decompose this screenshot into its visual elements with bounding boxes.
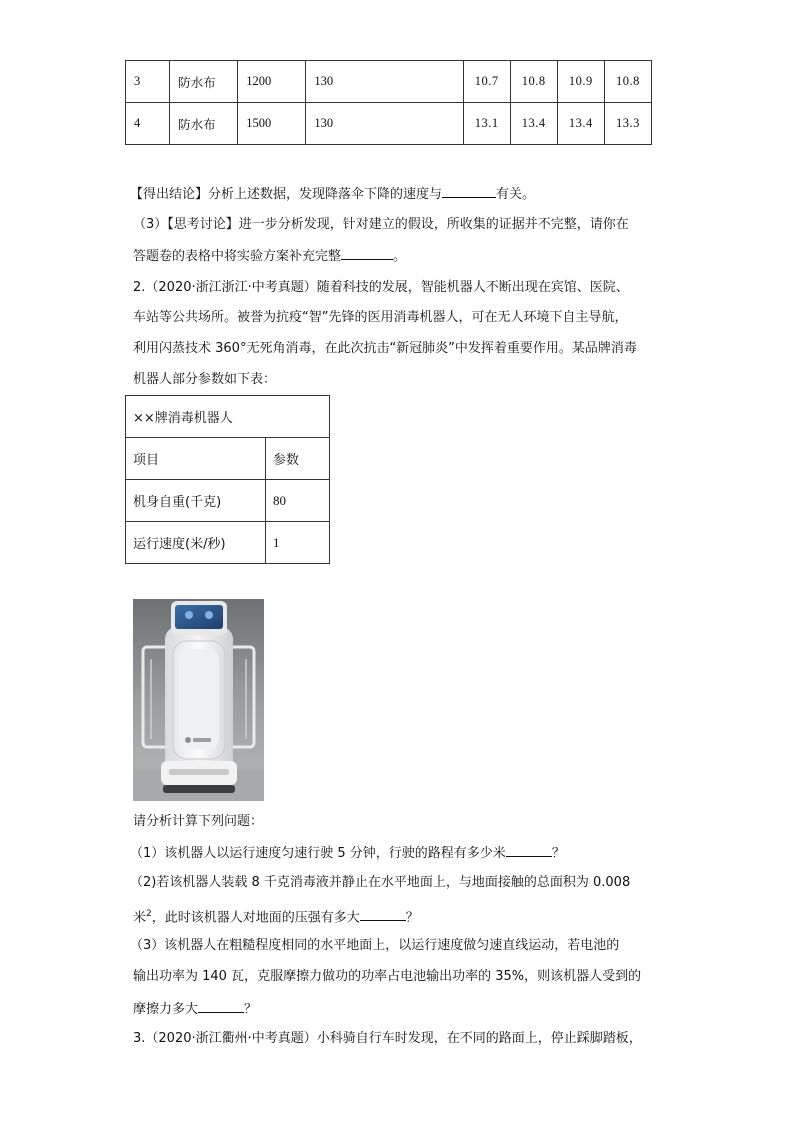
- sub-question-1: [130, 842, 565, 864]
- table-row: [126, 438, 330, 480]
- table-row: [126, 103, 652, 145]
- problem-2-line-1: [133, 278, 629, 298]
- problem-3-line-1: [133, 1029, 642, 1049]
- table-row: [126, 61, 652, 103]
- question-text: （3）【思考讨论】进一步分析发现，针对建立的假设，所收集的证据并不完整，请你在: [133, 217, 629, 232]
- question-text: （1）该机器人以运行速度匀速行驶 5 分钟，行驶的路程有多少米: [130, 846, 506, 861]
- ask-line: [133, 812, 263, 832]
- question-suffix: ？: [405, 910, 419, 926]
- table-cell: 10.8: [604, 61, 651, 103]
- question-text: 摩擦力多大: [133, 1002, 199, 1017]
- table-row: [126, 522, 330, 564]
- question-text: 米: [133, 910, 147, 926]
- problem-text: 2.（2020·浙江浙江·中考真题）随着科技的发展，智能机器人不断出现在宾馆、医院、: [133, 280, 629, 295]
- question-text: 答题卷的表格中将实验方案补充完整: [133, 249, 342, 264]
- sub-question-3-line-3: [133, 998, 257, 1020]
- table-cell: 防水布: [170, 103, 238, 145]
- question-suffix: ？: [551, 846, 565, 861]
- question-suffix: ？: [244, 1002, 258, 1017]
- question-suffix: 。: [393, 249, 407, 264]
- answer-blank[interactable]: [360, 906, 406, 921]
- table-cell: 10.9: [557, 61, 604, 103]
- question-3-line-1: [133, 215, 629, 235]
- problem-text: 3.（2020·浙江衢州·中考真题）小科骑自行车时发现，在不同的路面上，停止踩脚踏板，: [133, 1031, 642, 1046]
- superscript: 2: [146, 909, 152, 919]
- robot-parameter-table: [125, 395, 330, 564]
- answer-blank[interactable]: [506, 842, 552, 857]
- conclusion-suffix: 有关。: [496, 187, 536, 202]
- table-header: 项目: [126, 438, 266, 480]
- problem-text: 利用闪蒸技术 360°无死角消毒，在此次抗击“新冠肺炎”中发挥着重要作用。某品牌消毒: [133, 341, 637, 356]
- question-text: 输出功率为 140 瓦，克服摩擦力做功的功率占电池输出功率的 35%，则该机器人受到的: [133, 969, 642, 984]
- table-cell: 80: [266, 480, 330, 522]
- question-text: （3）该机器人在粗糙程度相同的水平地面上，以运行速度做匀速直线运动，若电池的: [130, 938, 620, 953]
- table-cell: 10.7: [463, 61, 510, 103]
- table-cell: 3: [126, 61, 170, 103]
- table-cell: 13.4: [510, 103, 557, 145]
- table-cell: 1500: [238, 103, 306, 145]
- table-title: ××牌消毒机器人: [126, 396, 330, 438]
- table-header: 参数: [266, 438, 330, 480]
- sub-question-2-line-1: [130, 873, 630, 893]
- table-row: [126, 480, 330, 522]
- table-cell: 机身自重(千克): [126, 480, 266, 522]
- ask-text: 请分析计算下列问题：: [133, 814, 264, 829]
- table-cell: 运行速度(米/秒): [126, 522, 266, 564]
- answer-blank[interactable]: [442, 183, 496, 198]
- question-3-line-2: [133, 245, 406, 267]
- table-cell: 130: [306, 103, 463, 145]
- question-text: （2)若该机器人装载 8 千克消毒液并静止在水平地面上，与地面接触的总面积为 0.008: [130, 875, 631, 890]
- sub-question-3-line-1: [130, 936, 619, 956]
- problem-text: 机器人部分参数如下表：: [133, 372, 277, 387]
- table-cell: 130: [306, 61, 463, 103]
- table-row: [126, 396, 330, 438]
- sub-question-2-line-2: [133, 904, 419, 928]
- problem-2-line-2: [133, 308, 627, 328]
- table-cell: 4: [126, 103, 170, 145]
- answer-blank[interactable]: [341, 245, 393, 260]
- sub-question-3-line-2: [133, 967, 641, 987]
- problem-text: 车站等公共场所。被誉为抗疫“智”先锋的医用消毒机器人，可在无人环境下自主导航，: [133, 310, 628, 325]
- question-text: ，此时该机器人对地面的压强有多大: [151, 910, 360, 926]
- robot-illustration: [133, 599, 264, 801]
- problem-2-line-3: [133, 339, 637, 359]
- conclusion-line: [130, 183, 535, 205]
- answer-blank[interactable]: [198, 998, 244, 1013]
- disinfection-robot-photo: [133, 599, 264, 801]
- problem-2-line-4: [133, 370, 276, 390]
- conclusion-text: 【得出结论】分析上述数据，发现降落伞下降的速度与: [130, 187, 443, 202]
- parachute-data-table: [125, 60, 652, 145]
- table-cell: 10.8: [510, 61, 557, 103]
- table-cell: 13.1: [463, 103, 510, 145]
- table-cell: 防水布: [170, 61, 238, 103]
- table-cell: 1: [266, 522, 330, 564]
- table-cell: 13.3: [604, 103, 651, 145]
- table-cell: 13.4: [557, 103, 604, 145]
- table-cell: 1200: [238, 61, 306, 103]
